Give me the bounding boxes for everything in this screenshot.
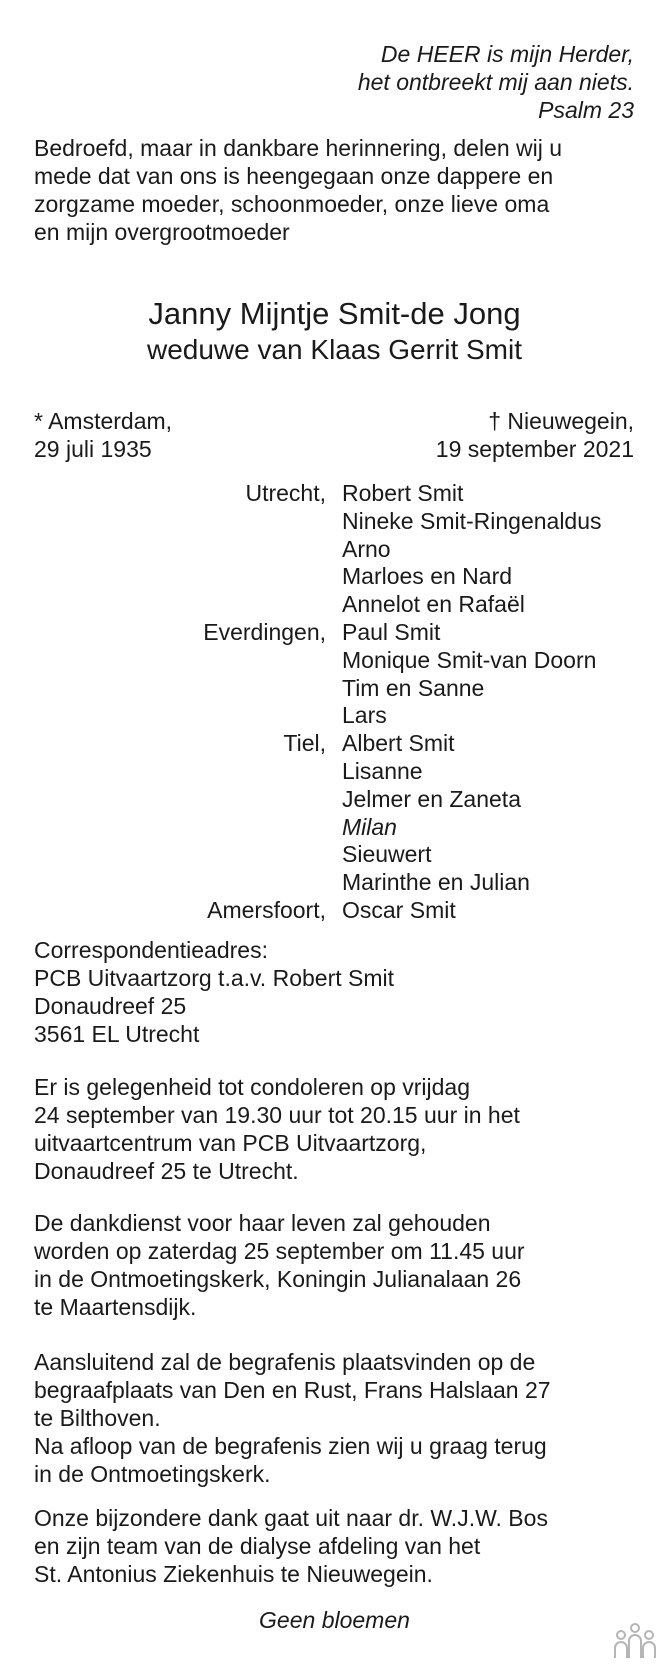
family-member: Albert Smit: [342, 730, 455, 757]
birth-date: 29 juli 1935: [34, 436, 152, 462]
service-line: te Maartensdijk.: [34, 1294, 197, 1320]
correspondence-line: 3561 EL Utrecht: [34, 1021, 200, 1047]
thanks-line: Onze bijzondere dank gaat uit naar dr. W.J.W. Bos: [34, 1505, 548, 1531]
family-row: [0, 701, 669, 729]
family-row: [0, 618, 669, 646]
verse-reference: Psalm 23: [538, 97, 634, 123]
thanks-line: en zijn team van de dialyse afdeling van het: [34, 1533, 481, 1559]
intro-line: zorgzame moeder, schoonmoeder, onze lieve oma: [34, 191, 550, 217]
family-member: Annelot en Rafaël: [342, 591, 525, 618]
condolence-line: 24 september van 19.30 uur tot 20.15 uur in het: [34, 1102, 520, 1128]
condolence-line: Er is gelegenheid tot condoleren op vrijdag: [34, 1074, 471, 1100]
burial-line: begraafplaats van Den en Rust, Frans Halslaan 27: [34, 1377, 551, 1403]
family-row: [0, 535, 669, 563]
intro-line: en mijn overgrootmoeder: [34, 219, 290, 245]
condolence-line: uitvaartcentrum van PCB Uitvaartzorg,: [34, 1130, 427, 1156]
thanks-text: [34, 1504, 644, 1588]
burial-line: te Bilthoven.: [34, 1405, 161, 1431]
family-row: [0, 479, 669, 507]
family-member: Robert Smit: [342, 480, 464, 506]
death-date: 19 september 2021: [435, 436, 634, 462]
intro-text: [34, 134, 644, 246]
family-member: Lars: [342, 702, 387, 729]
birth-info: [34, 407, 172, 463]
burial-info: [34, 1348, 644, 1488]
family-member: Monique Smit-van Doorn: [342, 646, 597, 673]
family-location: Utrecht,: [245, 480, 326, 506]
family-member: Milan: [342, 813, 397, 840]
family-row: [0, 813, 669, 841]
family-member: Marinthe en Julian: [342, 869, 530, 896]
family-row: [0, 674, 669, 702]
service-line: worden op zaterdag 25 september om 11.45 uur: [34, 1238, 525, 1264]
intro-line: mede dat van ons is heengegaan onze dappere en: [34, 163, 554, 189]
deceased-widow-of: weduwe van Klaas Gerrit Smit: [146, 334, 523, 365]
family-row: [0, 507, 669, 535]
family-row: [0, 840, 669, 868]
family-member: Paul Smit: [342, 618, 441, 645]
death-info: [436, 407, 634, 463]
family-member: Tim en Sanne: [342, 674, 485, 701]
family-member: Nineke Smit-Ringenaldus: [342, 507, 602, 534]
family-member: Jelmer en Zaneta: [342, 785, 521, 812]
birth-place: * Amsterdam,: [34, 408, 173, 434]
service-line: De dankdienst voor haar leven zal gehouden: [34, 1210, 491, 1236]
family-row: [0, 868, 669, 896]
correspondence-address: [34, 936, 644, 1048]
family-row: [0, 590, 669, 618]
family-location: Tiel,: [283, 730, 326, 757]
family-row: [0, 896, 669, 924]
deceased-block: [0, 295, 669, 367]
correspondence-line: PCB Uitvaartzorg t.a.v. Robert Smit: [34, 965, 395, 991]
family-member: Lisanne: [342, 757, 423, 784]
correspondence-line: Donaudreef 25: [34, 993, 187, 1019]
psalm-verse: [358, 40, 634, 124]
family-row: [0, 729, 669, 757]
family-row: [0, 757, 669, 785]
family-row: [0, 646, 669, 674]
family-list: [0, 479, 669, 924]
family-location: Amersfoort,: [207, 896, 326, 923]
condolence-info: [34, 1073, 644, 1185]
burial-line: in de Ontmoetingskerk.: [34, 1461, 271, 1487]
service-line: in de Ontmoetingskerk, Koningin Julianalaan 26: [34, 1266, 522, 1292]
people-group-icon: [612, 1618, 658, 1664]
family-row: [0, 562, 669, 590]
family-member: Arno: [342, 535, 391, 562]
burial-line: Aansluitend zal de begrafenis plaatsvinden op de: [34, 1349, 536, 1375]
thanks-line: St. Antonius Ziekenhuis te Nieuwegein.: [34, 1561, 433, 1587]
service-info: [34, 1209, 644, 1321]
family-location: Everdingen,: [203, 618, 326, 645]
death-place: † Nieuwegein,: [488, 408, 634, 434]
family-member: Marloes en Nard: [342, 563, 513, 590]
verse-line: het ontbreekt mij aan niets.: [357, 69, 634, 95]
deceased-name: Janny Mijntje Smit-de Jong: [148, 296, 521, 331]
closing-note: Geen bloemen: [259, 1607, 410, 1633]
condolence-line: Donaudreef 25 te Utrecht.: [34, 1158, 299, 1184]
burial-line: Na afloop van de begrafenis zien wij u graag terug: [34, 1433, 547, 1459]
intro-line: Bedroefd, maar in dankbare herinnering, delen wij u: [34, 135, 563, 161]
family-row: [0, 785, 669, 813]
family-member: Oscar Smit: [342, 896, 456, 923]
verse-line: De HEER is mijn Herder,: [380, 41, 634, 67]
correspondence-line: Correspondentieadres:: [34, 937, 268, 963]
family-member: Sieuwert: [342, 841, 432, 868]
